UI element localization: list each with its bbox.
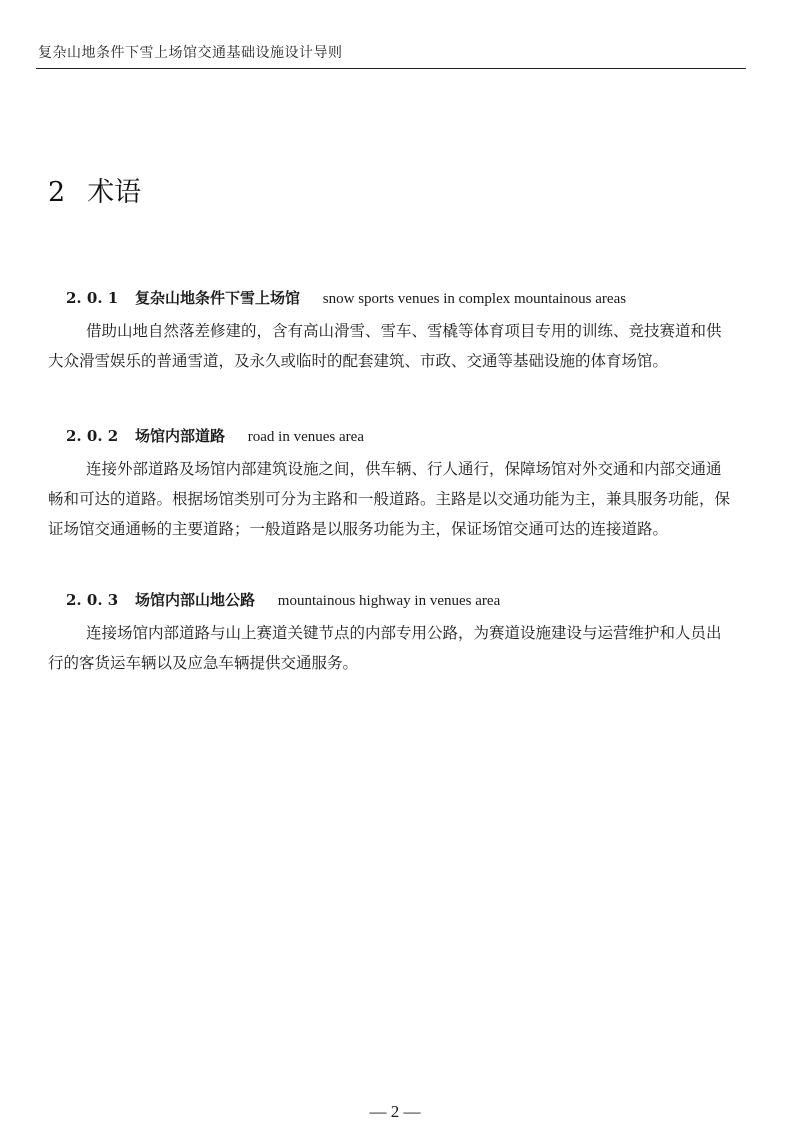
term-definition: 连接外部道路及场馆内部建筑设施之间，供车辆、行人通行，保障场馆对外交通和内部交通通畅和可达的道路。根据场馆类别可分为主路和一般道路。主路是以交通功能为主，兼具服务功能，保证场馆交通通畅的主要道路；一般道路是以服务功能为主，保证场馆交通可达的连接道路。 [48, 460, 731, 538]
term-english: snow sports venues in complex mountainous areas [322, 291, 627, 307]
term-heading [66, 425, 752, 448]
term-chinese: 场馆内部山地公路 [134, 591, 255, 609]
term-chinese: 复杂山地条件下雪上场馆 [134, 289, 300, 307]
term-number: 2. 0. 2 [66, 427, 119, 445]
term-chinese: 场馆内部道路 [134, 427, 225, 445]
running-header: 复杂山地条件下雪上场馆交通基础设施设计导则 [38, 45, 343, 61]
term-number: 2. 0. 1 [66, 289, 119, 307]
term-heading [66, 589, 752, 612]
term-heading [66, 287, 752, 310]
term-entry [48, 287, 752, 376]
term-english: mountainous highway in venues area [277, 593, 501, 609]
term-entry [48, 425, 752, 544]
chapter-number: 2 [48, 177, 66, 208]
header-rule [36, 68, 746, 69]
page-number: — 2 — [369, 1102, 421, 1121]
term-definition: 连接场馆内部道路与山上赛道关键节点的内部专用公路，为赛道设施建设与运营维护和人员出行的客货运车辆以及应急车辆提供交通服务。 [48, 624, 722, 672]
term-english: road in venues area [247, 429, 364, 445]
term-number: 2. 0. 3 [66, 591, 119, 609]
chapter-title [48, 170, 141, 209]
chapter-heading: 术语 [87, 177, 142, 208]
term-entry [48, 589, 752, 678]
term-definition: 借助山地自然落差修建的，含有高山滑雪、雪车、雪橇等体育项目专用的训练、竞技赛道和供大众滑雪娱乐的普通雪道，及永久或临时的配套建筑、市政、交通等基础设施的体育场馆。 [48, 322, 722, 370]
